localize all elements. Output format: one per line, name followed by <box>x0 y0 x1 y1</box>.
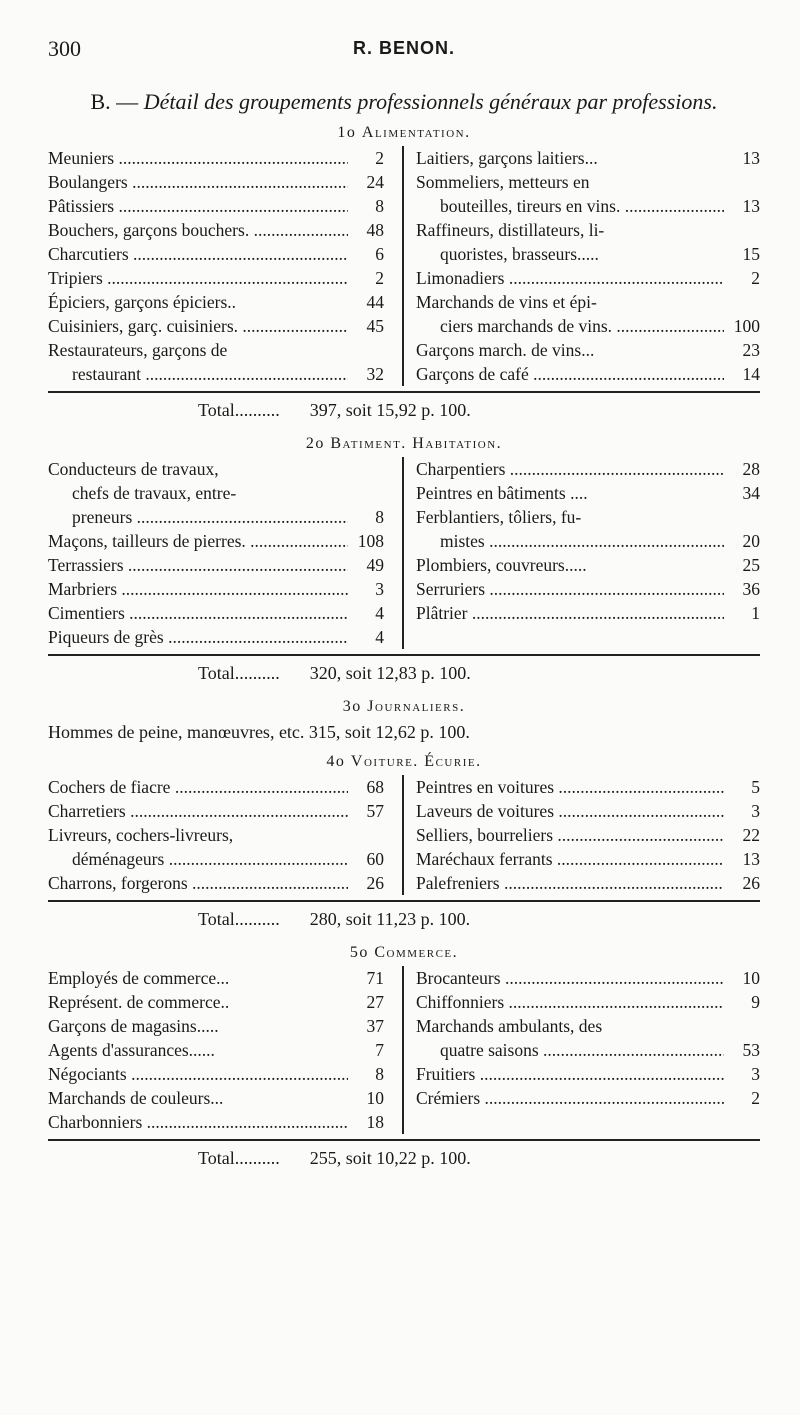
table-row <box>416 170 760 194</box>
profession-count: 18 <box>366 1112 384 1132</box>
section-total <box>198 400 760 421</box>
table-row <box>48 242 384 266</box>
profession-name: Boulangers ..... <box>48 170 348 194</box>
table-row <box>416 601 760 625</box>
profession-count: 26 <box>366 873 384 893</box>
profession-name: Représent. de commerce.. <box>48 992 230 1012</box>
table-row <box>416 1014 760 1038</box>
total-value: 397, soit 15,92 p. 100. <box>309 400 471 420</box>
profession-name: Plombiers, couvreurs..... <box>416 555 587 575</box>
profession-count: 13 <box>742 148 760 168</box>
profession-name: Maçons, tailleurs de pierres. ..... <box>48 529 348 553</box>
profession-count: 25 <box>742 555 760 575</box>
table-row <box>416 553 760 577</box>
profession-name: Terrassiers ..... <box>48 553 348 577</box>
table-row <box>48 577 384 601</box>
profession-name: Peintres en bâtiments .... <box>416 483 588 503</box>
section-total <box>198 1148 760 1169</box>
heading-text: Batiment. Habitation. <box>330 435 503 452</box>
table-row <box>416 218 760 242</box>
two-column-table <box>48 146 760 386</box>
section-title-block <box>48 86 760 118</box>
total-value: 255, soit 10,22 p. 100. <box>309 1148 471 1168</box>
total-rule <box>48 653 760 657</box>
table-row <box>48 218 384 242</box>
profession-name: Tripiers ..... <box>48 266 348 290</box>
two-column-table <box>48 966 760 1134</box>
table-row <box>416 823 760 847</box>
total-rule <box>48 899 760 903</box>
table-row <box>48 823 384 847</box>
right-column <box>404 775 760 895</box>
profession-name: Garçons march. de vins... <box>416 340 595 360</box>
profession-name: déménageurs ..... <box>48 847 348 871</box>
profession-count: 3 <box>375 579 384 599</box>
right-column <box>404 966 760 1134</box>
profession-count: 9 <box>751 992 760 1012</box>
profession-count: 2 <box>375 148 384 168</box>
table-row <box>48 1062 384 1086</box>
profession-name: Palefreniers ..... <box>416 871 724 895</box>
profession-count: 37 <box>366 1016 384 1036</box>
profession-name: Garçons de café ..... <box>416 362 724 386</box>
table-row <box>48 505 384 529</box>
profession-name: Selliers, bourreliers ..... <box>416 823 724 847</box>
profession-count: 5 <box>751 777 760 797</box>
table-row <box>48 314 384 338</box>
profession-name: Cuisiniers, garç. cuisiniers. ..... <box>48 314 348 338</box>
table-row <box>416 194 760 218</box>
profession-name: Fruitiers ..... <box>416 1062 724 1086</box>
table-row <box>48 799 384 823</box>
profession-name: Charbonniers ..... <box>48 1110 348 1134</box>
table-row <box>48 457 384 481</box>
profession-count: 2 <box>375 268 384 288</box>
section-commerce <box>48 944 760 1169</box>
total-label: Total.......... <box>198 909 280 929</box>
profession-name: Marchands de vins et épi- <box>416 292 597 312</box>
table-row <box>416 1086 760 1110</box>
section-heading <box>48 698 760 716</box>
profession-name: Peintres en voitures ..... <box>416 775 724 799</box>
table-row <box>416 290 760 314</box>
profession-name: Serruriers ..... <box>416 577 724 601</box>
profession-name: Crémiers ..... <box>416 1086 724 1110</box>
profession-count: 44 <box>366 292 384 312</box>
table-row <box>48 966 384 990</box>
section-heading <box>48 435 760 453</box>
profession-name: preneurs ..... <box>48 505 348 529</box>
heading-text: Voiture. Écurie. <box>350 753 482 770</box>
total-value: 320, soit 12,83 p. 100. <box>309 663 471 683</box>
profession-count: 10 <box>366 1088 384 1108</box>
profession-name: Ferblantiers, tôliers, fu- <box>416 507 582 527</box>
profession-count: 49 <box>366 555 384 575</box>
profession-count: 27 <box>366 992 384 1012</box>
section-alimentation <box>48 124 760 421</box>
profession-name: Laitiers, garçons laitiers... <box>416 148 598 168</box>
table-row <box>48 338 384 362</box>
profession-name: Épiciers, garçons épiciers.. <box>48 292 237 312</box>
table-row <box>416 505 760 529</box>
profession-name: Charrons, forgerons ..... <box>48 871 348 895</box>
profession-count: 8 <box>375 1064 384 1084</box>
heading-number: 2o <box>305 435 325 452</box>
profession-name: Limonadiers ..... <box>416 266 724 290</box>
profession-name: chefs de travaux, entre- <box>72 483 237 503</box>
profession-name: Garçons de magasins..... <box>48 1016 219 1036</box>
title-label: B. — <box>90 89 139 114</box>
profession-name: Charcutiers ..... <box>48 242 348 266</box>
table-row <box>416 847 760 871</box>
table-row <box>416 338 760 362</box>
profession-count: 7 <box>375 1040 384 1060</box>
heading-number: 4o <box>326 753 346 770</box>
profession-name: ciers marchands de vins. ..... <box>416 314 724 338</box>
profession-count: 36 <box>742 579 760 599</box>
table-row <box>48 1038 384 1062</box>
section-heading <box>48 944 760 962</box>
profession-count: 2 <box>751 1088 760 1108</box>
profession-name: Négociants ..... <box>48 1062 348 1086</box>
profession-count: 45 <box>366 316 384 336</box>
heading-number: 5o <box>349 944 369 961</box>
profession-count: 32 <box>366 364 384 384</box>
table-row <box>416 362 760 386</box>
left-column <box>48 457 404 649</box>
right-column <box>404 146 760 386</box>
table-row <box>416 1038 760 1062</box>
table-row <box>48 847 384 871</box>
profession-name: quatre saisons ..... <box>416 1038 724 1062</box>
profession-name: Marchands ambulants, des <box>416 1016 603 1036</box>
profession-count: 71 <box>366 968 384 988</box>
profession-name: bouteilles, tireurs en vins. ..... <box>416 194 724 218</box>
two-column-table <box>48 457 760 649</box>
profession-name: Maréchaux ferrants ..... <box>416 847 724 871</box>
heading-text: Journaliers. <box>367 698 466 715</box>
title-text: Détail des groupements professionnels généraux par professions. <box>143 89 718 114</box>
profession-count: 34 <box>742 483 760 503</box>
heading-text: Alimentation. <box>361 124 471 141</box>
table-row <box>416 457 760 481</box>
profession-count: 3 <box>751 801 760 821</box>
profession-name: Marbriers ..... <box>48 577 348 601</box>
profession-name: Conducteurs de travaux, <box>48 459 219 479</box>
heading-number: 1o <box>337 124 357 141</box>
profession-count: 68 <box>366 777 384 797</box>
profession-count: 6 <box>375 244 384 264</box>
profession-name: Sommeliers, metteurs en <box>416 172 590 192</box>
profession-count: 15 <box>742 244 760 264</box>
left-column <box>48 775 404 895</box>
table-row <box>48 1014 384 1038</box>
profession-count: 8 <box>375 507 384 527</box>
profession-name: Employés de commerce... <box>48 968 230 988</box>
heading-text: Commerce. <box>374 944 459 961</box>
profession-count: 14 <box>742 364 760 384</box>
table-row <box>48 625 384 649</box>
page-header <box>48 36 760 76</box>
profession-name: quoristes, brasseurs..... <box>440 244 599 264</box>
table-row <box>416 314 760 338</box>
profession-count: 100 <box>733 316 760 336</box>
profession-name: Bouchers, garçons bouchers. ..... <box>48 218 348 242</box>
table-row <box>416 775 760 799</box>
profession-name: restaurant ..... <box>48 362 348 386</box>
profession-count: 10 <box>742 968 760 988</box>
profession-name: Restaurateurs, garçons de <box>48 340 228 360</box>
profession-name: Livreurs, cochers-livreurs, <box>48 825 234 845</box>
profession-count: 26 <box>742 873 760 893</box>
section-batiment <box>48 435 760 684</box>
profession-name: Pâtissiers ..... <box>48 194 348 218</box>
table-row <box>48 481 384 505</box>
profession-name: Laveurs de voitures ..... <box>416 799 724 823</box>
right-column <box>404 457 760 649</box>
table-row <box>48 871 384 895</box>
profession-name: Chiffonniers ..... <box>416 990 724 1014</box>
total-label: Total.......... <box>198 663 280 683</box>
table-row <box>48 170 384 194</box>
profession-count: 20 <box>742 531 760 551</box>
table-row <box>48 1110 384 1134</box>
table-row <box>48 1086 384 1110</box>
journaliers-line: Hommes de peine, manœuvres, etc. 315, soit 12,62 p. 100. <box>48 722 470 742</box>
profession-count: 1 <box>751 603 760 623</box>
profession-name: Plâtrier ..... <box>416 601 724 625</box>
table-row <box>416 529 760 553</box>
table-row <box>416 1062 760 1086</box>
table-row <box>416 799 760 823</box>
profession-count: 13 <box>742 849 760 869</box>
profession-count: 2 <box>751 268 760 288</box>
table-row <box>416 990 760 1014</box>
running-head: R. BENON. <box>352 38 455 58</box>
profession-name: Charretiers ..... <box>48 799 348 823</box>
profession-count: 108 <box>357 531 384 551</box>
table-row <box>48 601 384 625</box>
section-heading <box>48 124 760 142</box>
profession-name: Meuniers ..... <box>48 146 348 170</box>
section-heading <box>48 753 760 771</box>
profession-count: 57 <box>366 801 384 821</box>
profession-count: 4 <box>375 627 384 647</box>
two-column-table <box>48 775 760 895</box>
section-total <box>198 663 760 684</box>
table-row <box>416 966 760 990</box>
profession-count: 3 <box>751 1064 760 1084</box>
table-row <box>48 362 384 386</box>
left-column <box>48 146 404 386</box>
total-label: Total.......... <box>198 1148 280 1168</box>
profession-count: 60 <box>366 849 384 869</box>
table-row <box>48 290 384 314</box>
profession-count: 53 <box>742 1040 760 1060</box>
table-row <box>416 577 760 601</box>
profession-count: 8 <box>375 196 384 216</box>
profession-name: Marchands de couleurs... <box>48 1088 224 1108</box>
table-row <box>48 529 384 553</box>
section-journaliers <box>48 698 760 743</box>
profession-name: Cimentiers ..... <box>48 601 348 625</box>
profession-name: Brocanteurs ..... <box>416 966 724 990</box>
book-page <box>48 36 760 1183</box>
profession-count: 23 <box>742 340 760 360</box>
profession-name: Charpentiers ..... <box>416 457 724 481</box>
table-row <box>416 481 760 505</box>
profession-count: 22 <box>742 825 760 845</box>
profession-name: Cochers de fiacre ..... <box>48 775 348 799</box>
table-row <box>48 553 384 577</box>
table-row <box>416 146 760 170</box>
profession-count: 24 <box>366 172 384 192</box>
table-row <box>416 242 760 266</box>
profession-name: Raffineurs, distillateurs, li- <box>416 220 605 240</box>
profession-count: 48 <box>366 220 384 240</box>
profession-count: 4 <box>375 603 384 623</box>
section-voiture <box>48 753 760 930</box>
page-number: 300 <box>48 36 81 61</box>
left-column <box>48 966 404 1134</box>
table-row <box>416 266 760 290</box>
table-row <box>48 266 384 290</box>
profession-count: 28 <box>742 459 760 479</box>
table-row <box>416 871 760 895</box>
section-total <box>198 909 760 930</box>
total-value: 280, soit 11,23 p. 100. <box>309 909 471 929</box>
total-label: Total.......... <box>198 400 280 420</box>
profession-name: Agents d'assurances...... <box>48 1040 215 1060</box>
table-row <box>48 990 384 1014</box>
profession-name: mistes ..... <box>416 529 724 553</box>
profession-count: 13 <box>742 196 760 216</box>
table-row <box>48 775 384 799</box>
profession-name: Piqueurs de grès ..... <box>48 625 348 649</box>
table-row <box>48 146 384 170</box>
total-rule <box>48 390 760 394</box>
total-rule <box>48 1138 760 1142</box>
heading-number: 3o <box>342 698 362 715</box>
table-row <box>48 194 384 218</box>
